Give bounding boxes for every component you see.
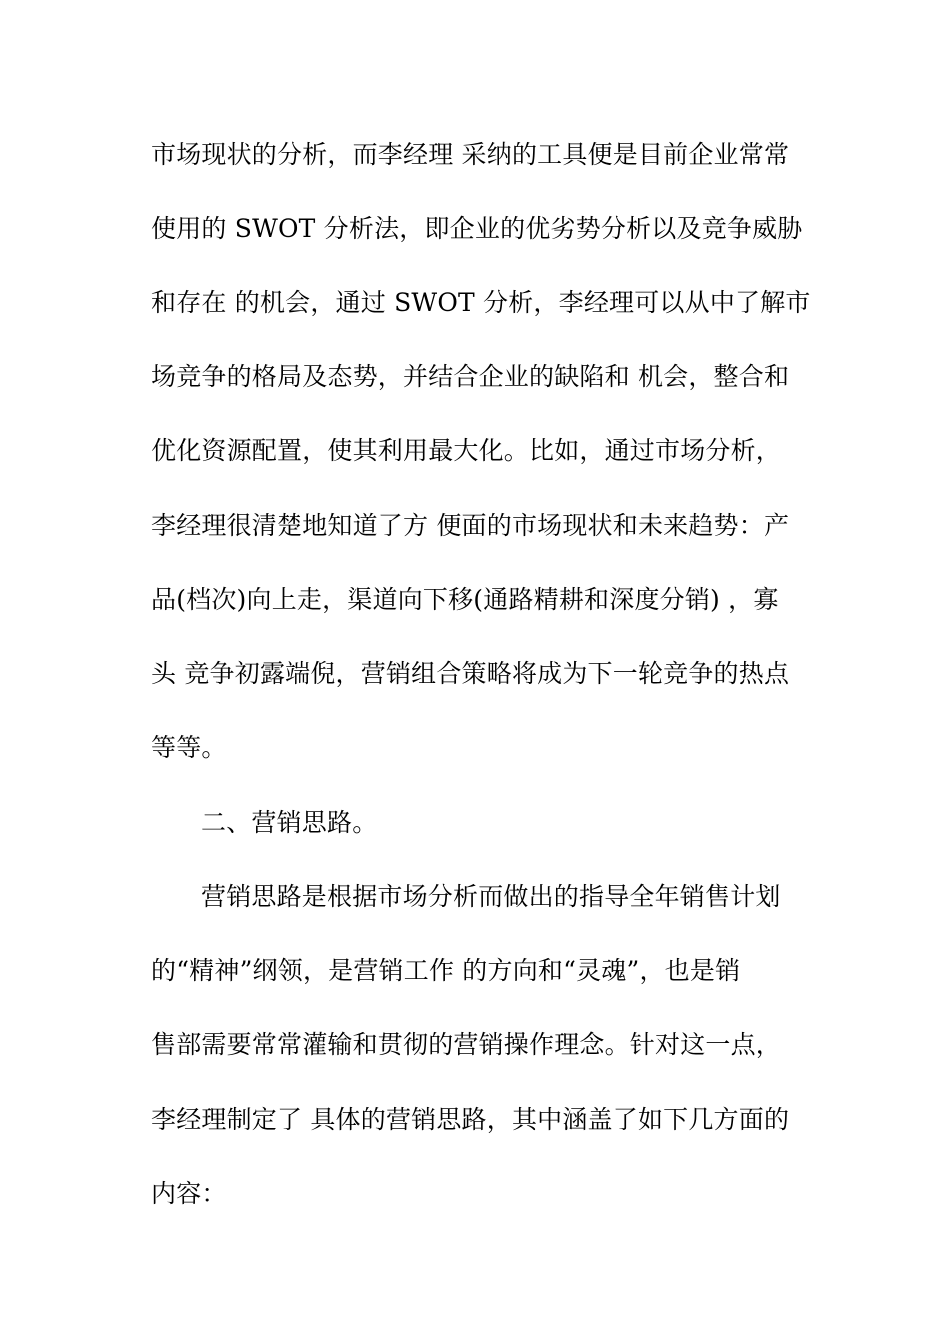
- text-line: 的“精神”纲领，是营销工作 的方向和“灵魂”，也是销: [151, 956, 741, 985]
- text-line: 使用的 SWOT 分析法，即企业的优劣势分析以及竞争威胁: [151, 214, 803, 243]
- text-line: 品(档次)向上走，渠道向下移(通路精耕和深度分销) ，寡: [151, 585, 779, 614]
- paragraph-first-line: 营销思路是根据市场分析而做出的指导全年销售计划: [201, 882, 781, 911]
- text-line: 李经理很清楚地知道了方 便面的市场现状和未来趋势：产: [151, 511, 790, 540]
- text-line: 优化资源配置，使其利用最大化。比如，通过市场分析，: [151, 436, 782, 465]
- section-heading: 二、营销思路。: [201, 808, 378, 837]
- text-line: 李经理制定了 具体的营销思路，其中涵盖了如下几方面的: [151, 1105, 790, 1134]
- text-line: 场竞争的格局及态势，并结合企业的缺陷和 机会，整合和: [151, 362, 790, 391]
- text-line: 市场现状的分析，而李经理 采纳的工具便是目前企业常常: [151, 140, 790, 169]
- text-line: 售部需要常常灌输和贯彻的营销操作理念。针对这一点，: [151, 1030, 782, 1059]
- text-line: 内容：: [151, 1179, 227, 1208]
- text-line: 等等。: [151, 733, 227, 762]
- text-line: 头 竞争初露端倪，营销组合策略将成为下一轮竞争的热点: [151, 659, 790, 688]
- text-line: 和存在 的机会，通过 SWOT 分析，李经理可以从中了解市: [151, 288, 811, 317]
